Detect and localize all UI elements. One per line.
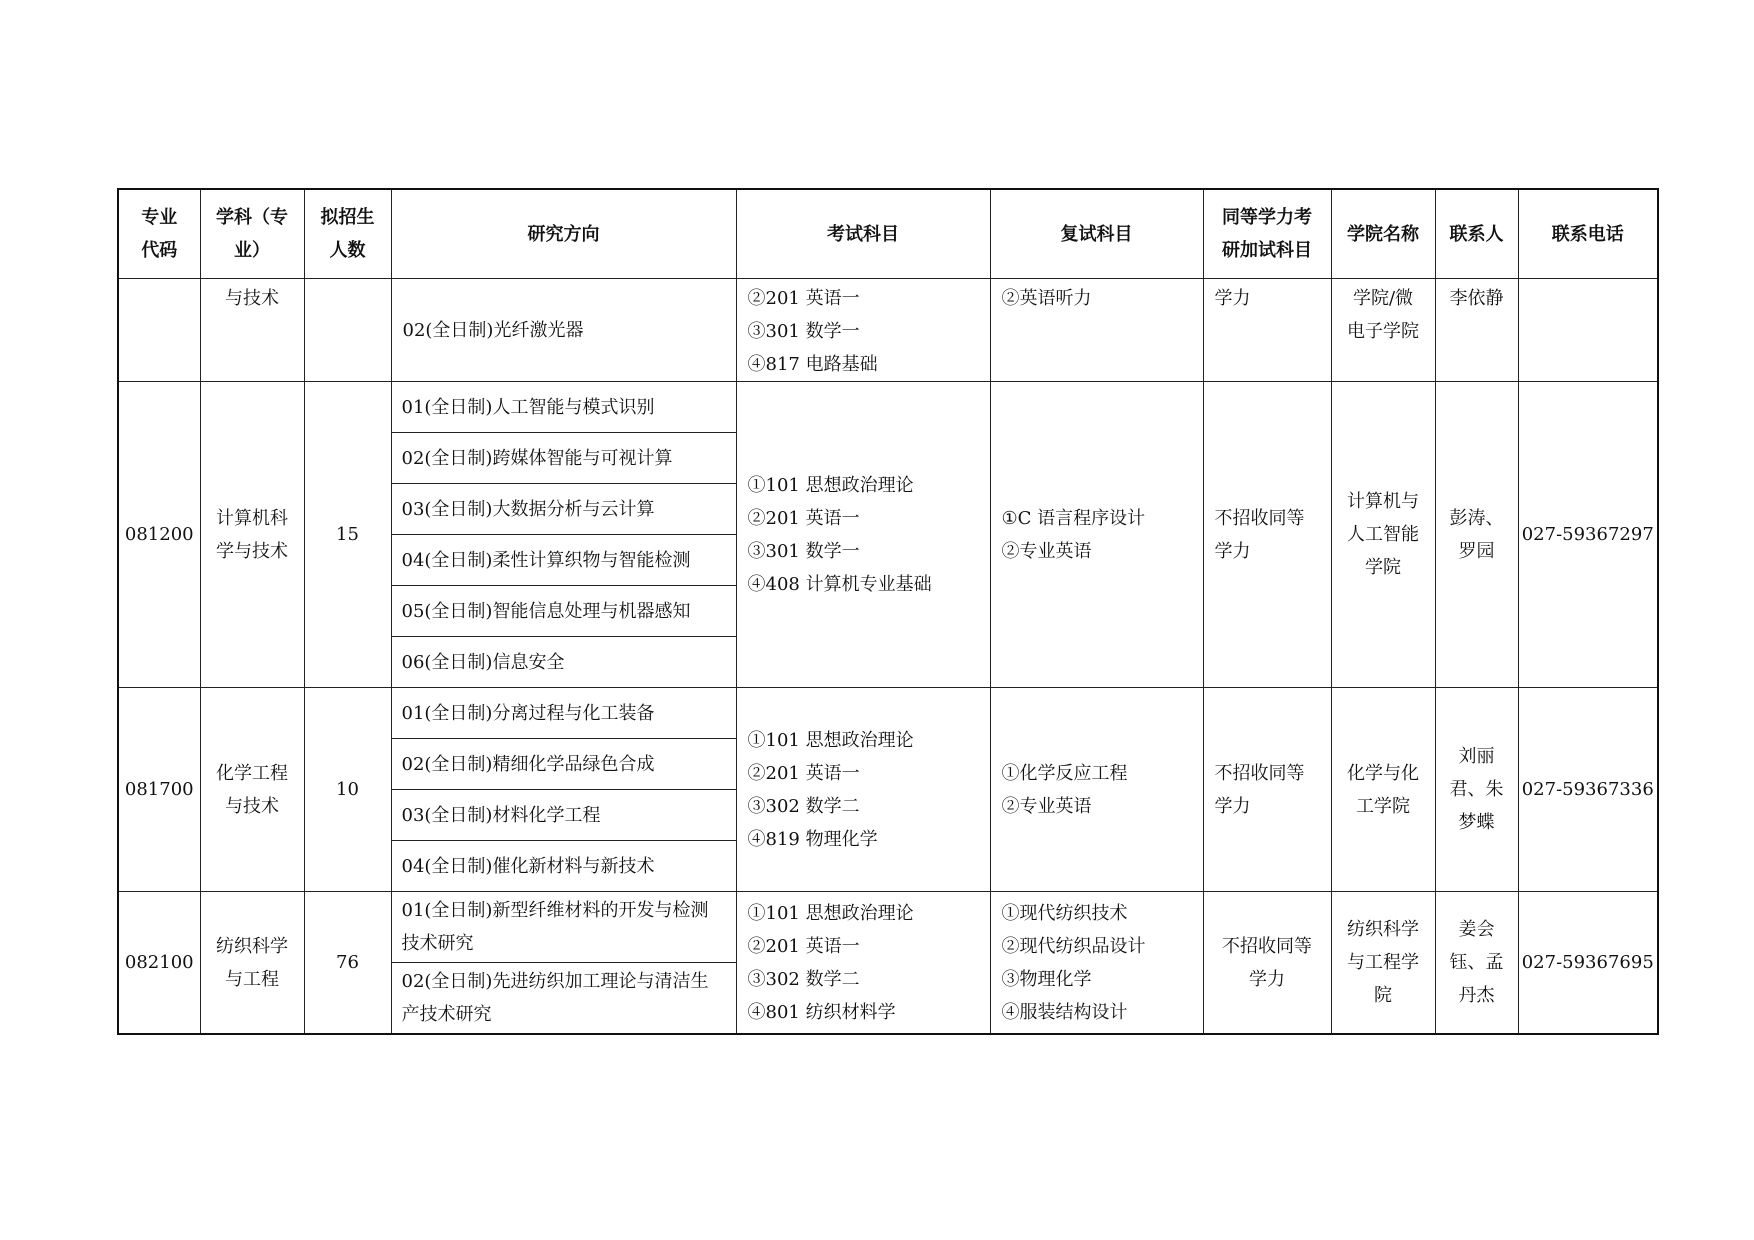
cell-discipline: 化学工程 与技术 [200,688,304,892]
cell-exam: ①101 思想政治理论 ②201 英语一 ③302 数学二 ④801 纺织材料学 [736,892,990,1035]
header-quota: 拟招生人数 [304,189,391,279]
cell-equiv: 不招收同等 学力 [1203,688,1331,892]
cell-contact: 彭涛、 罗园 [1435,382,1518,688]
table-row [118,688,1658,739]
cell-equiv: 不招收同等 学力 [1203,892,1331,1035]
cell-code [118,279,200,382]
header-exam: 考试科目 [736,189,990,279]
cell-quota: 15 [304,382,391,688]
cell-retest: ②英语听力 [990,279,1203,382]
table-row [118,279,1658,382]
cell-contact: 李依静 [1435,279,1518,382]
cell-equiv: 不招收同等 学力 [1203,382,1331,688]
cell-phone: 027-59367297 [1518,382,1658,688]
cell-college: 学院/微 电子学院 [1331,279,1435,382]
cell-discipline: 与技术 [200,279,304,382]
cell-phone: 027-59367336 [1518,688,1658,892]
direction-item: 02(全日制)跨媒体智能与可视计算 [391,433,736,484]
cell-exam: ②201 英语一 ③301 数学一 ④817 电路基础 [736,279,990,382]
header-row [118,189,1658,279]
cell-contact: 姜会 钰、孟 丹杰 [1435,892,1518,1035]
direction-item: 05(全日制)智能信息处理与机器感知 [391,586,736,637]
admissions-table [117,188,1659,1035]
cell-retest: ①化学反应工程 ②专业英语 [990,688,1203,892]
header-equiv: 同等学力考研加试科目 [1203,189,1331,279]
cell-quota [304,279,391,382]
cell-code: 081200 [118,382,200,688]
cell-equiv: 学力 [1203,279,1331,382]
cell-phone: 027-59367695 [1518,892,1658,1035]
header-discipline: 学科（专业） [200,189,304,279]
cell-quota: 76 [304,892,391,1035]
direction-item: 03(全日制)材料化学工程 [391,790,736,841]
table-row [118,382,1658,433]
table-row [118,892,1658,963]
header-college: 学院名称 [1331,189,1435,279]
direction-item: 01(全日制)分离过程与化工装备 [391,688,736,739]
direction-item: 06(全日制)信息安全 [391,637,736,688]
cell-quota: 10 [304,688,391,892]
cell-college: 计算机与 人工智能 学院 [1331,382,1435,688]
direction-item: 02(全日制)精细化学品绿色合成 [391,739,736,790]
cell-college: 化学与化 工学院 [1331,688,1435,892]
header-direction: 研究方向 [391,189,736,279]
direction-item: 04(全日制)柔性计算织物与智能检测 [391,535,736,586]
cell-retest: ①现代纺织技术 ②现代纺织品设计 ③物理化学 ④服装结构设计 [990,892,1203,1035]
cell-contact: 刘丽 君、朱 梦蝶 [1435,688,1518,892]
cell-discipline: 计算机科 学与技术 [200,382,304,688]
cell-code: 081700 [118,688,200,892]
header-contact: 联系人 [1435,189,1518,279]
cell-exam: ①101 思想政治理论 ②201 英语一 ③301 数学一 ④408 计算机专业基础 [736,382,990,688]
direction-item: 03(全日制)大数据分析与云计算 [391,484,736,535]
header-phone: 联系电话 [1518,189,1658,279]
cell-retest: ①C 语言程序设计 ②专业英语 [990,382,1203,688]
direction-item: 02(全日制)先进纺织加工理论与清洁生 产技术研究 [391,963,736,1035]
cell-phone [1518,279,1658,382]
cell-discipline: 纺织科学 与工程 [200,892,304,1035]
cell-college: 纺织科学 与工程学 院 [1331,892,1435,1035]
cell-direction: 02(全日制)光纤激光器 [391,279,736,382]
cell-exam: ①101 思想政治理论 ②201 英语一 ③302 数学二 ④819 物理化学 [736,688,990,892]
direction-item: 04(全日制)催化新材料与新技术 [391,841,736,892]
cell-code: 082100 [118,892,200,1035]
header-code: 专业代码 [118,189,200,279]
header-retest: 复试科目 [990,189,1203,279]
direction-item: 01(全日制)新型纤维材料的开发与检测 技术研究 [391,892,736,963]
direction-item: 01(全日制)人工智能与模式识别 [391,382,736,433]
